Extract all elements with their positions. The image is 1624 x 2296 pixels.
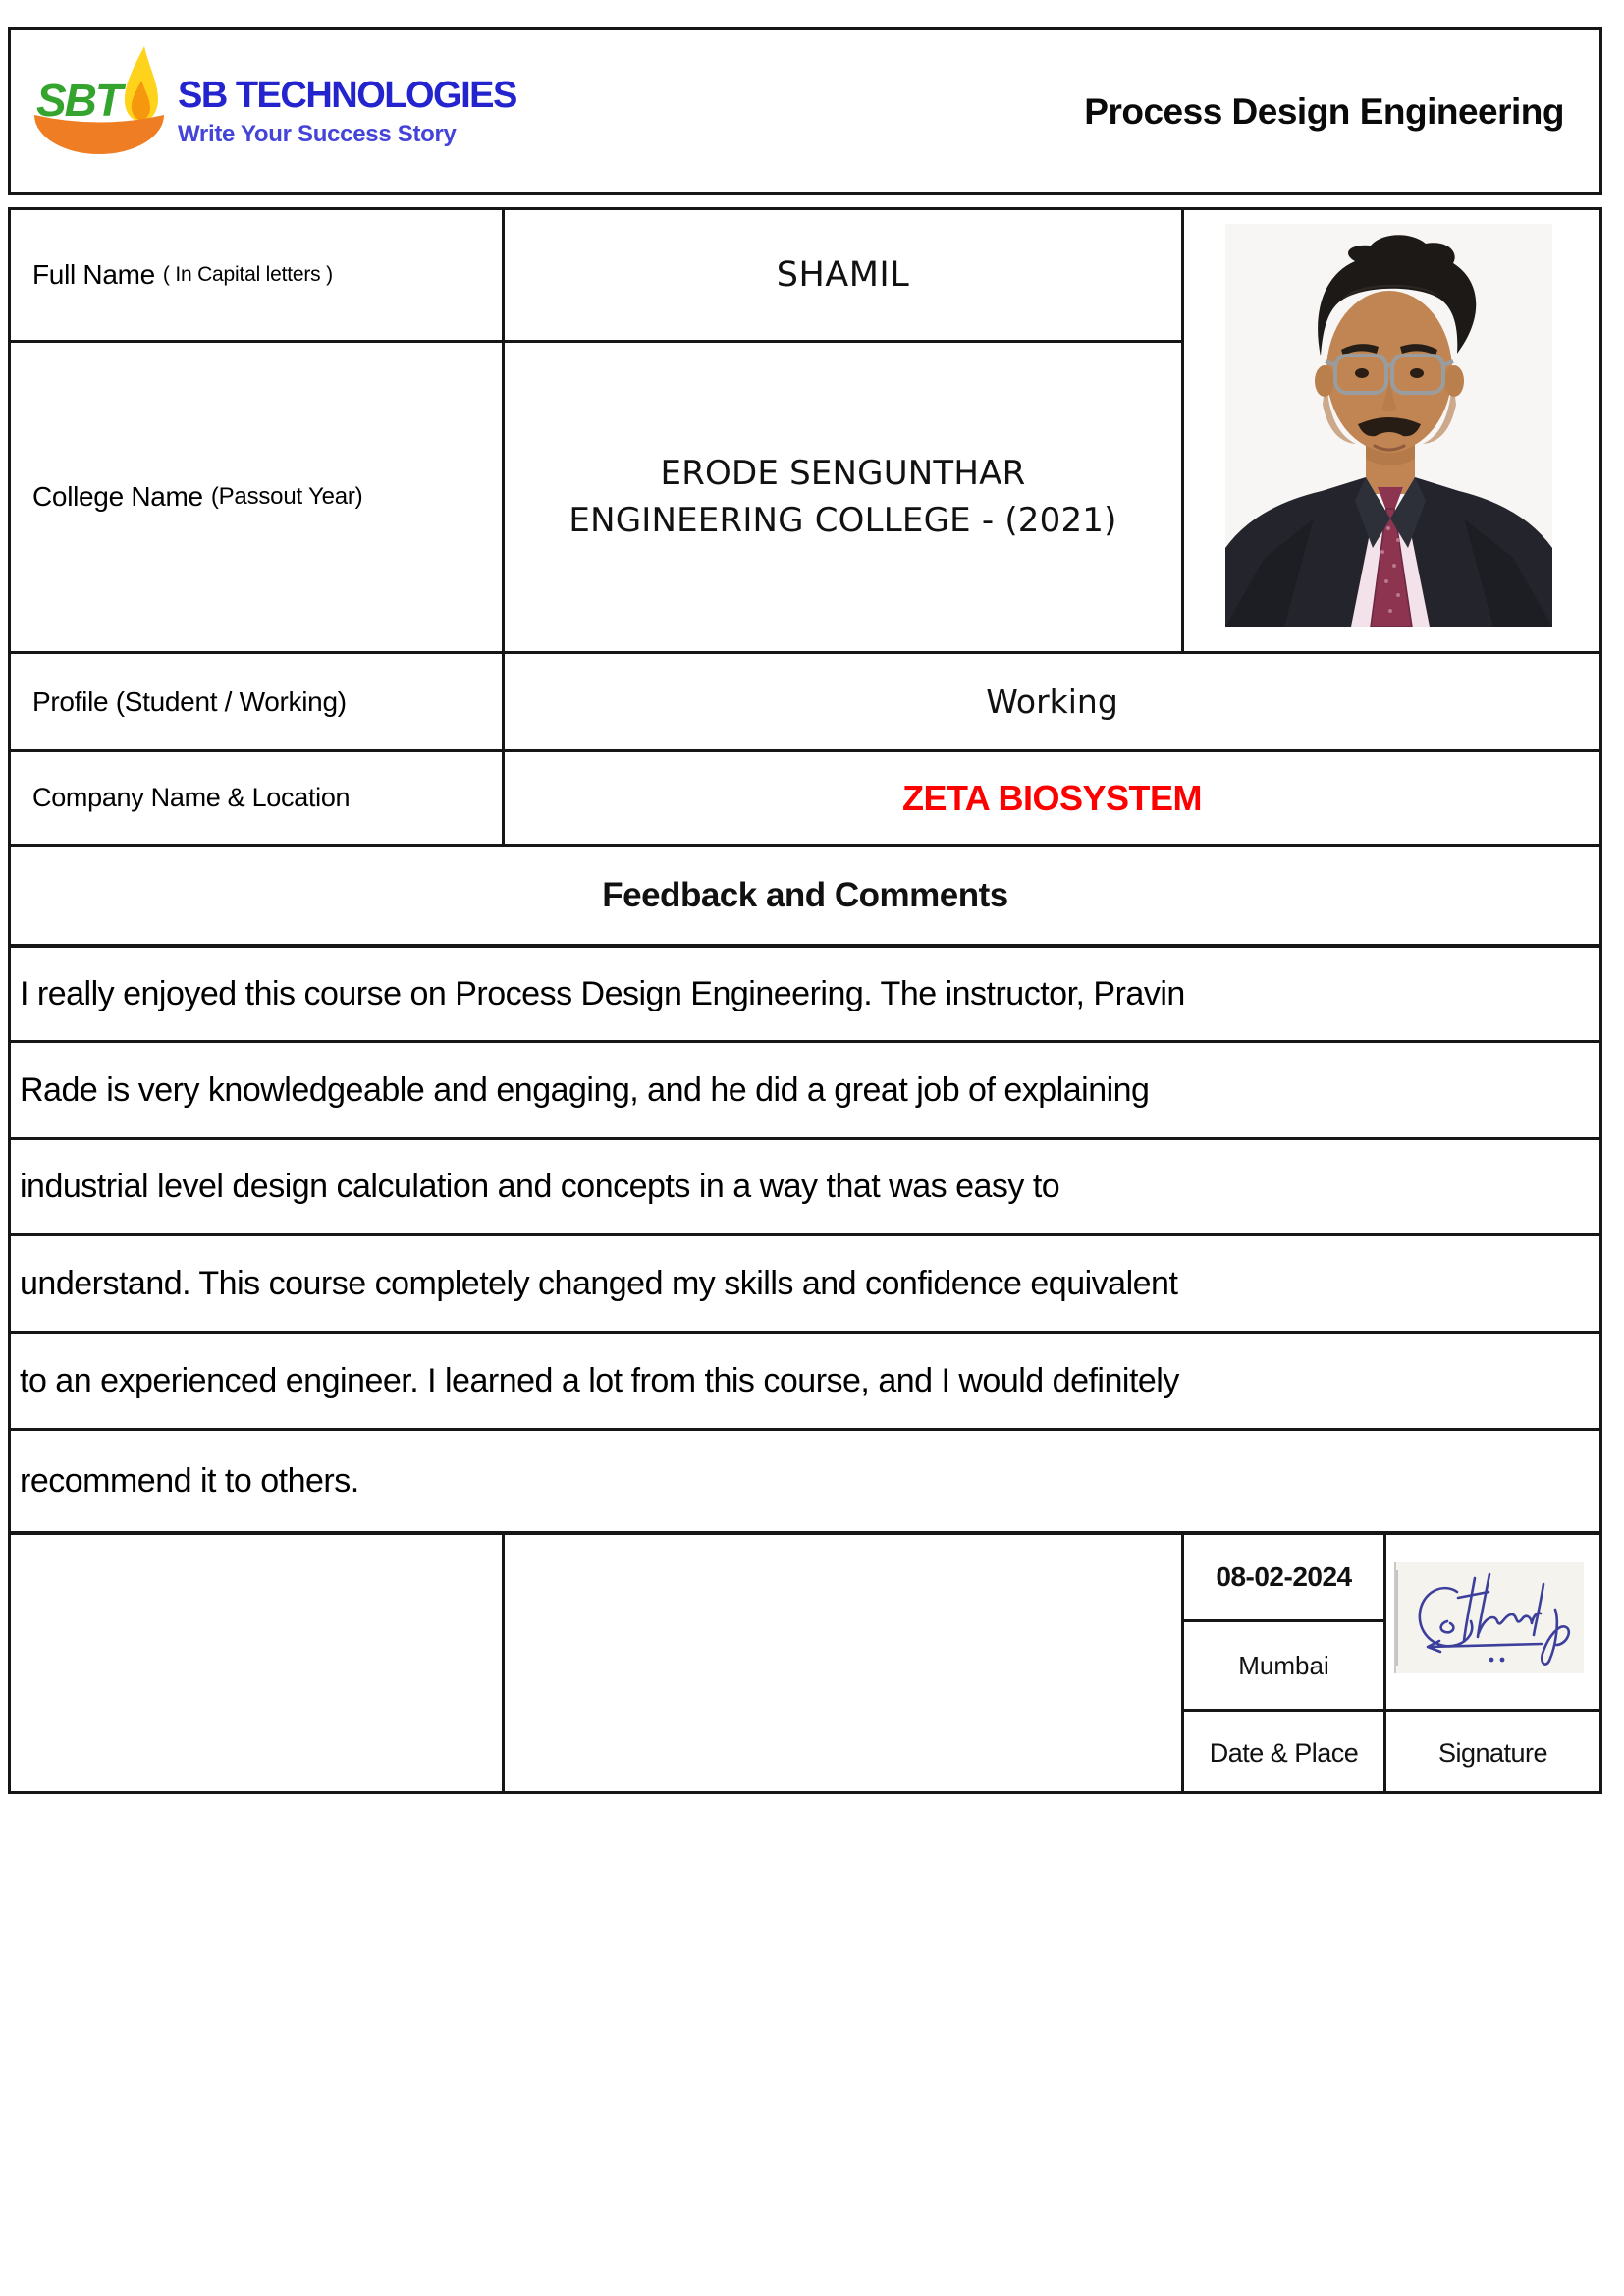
profile-value: Working: [986, 683, 1118, 721]
footer-place: Mumbai: [1238, 1650, 1329, 1680]
full-name-value: SHAMIL: [776, 255, 910, 295]
profile-label-cell: [11, 654, 502, 749]
full-name-label-cell: [11, 210, 502, 340]
signature-image: [1394, 1562, 1584, 1673]
logo-monogram: SBT: [36, 75, 121, 126]
full-name-label: Full Name: [32, 259, 155, 290]
college-value-line2: ENGINEERING COLLEGE - (2021): [568, 501, 1117, 540]
college-label: College Name: [32, 481, 203, 512]
logo-text-block: [178, 76, 516, 149]
college-label-cell: [11, 343, 502, 651]
feedback-heading: Feedback and Comments: [602, 875, 1008, 914]
full-name-label-note: ( In Capital letters ): [162, 263, 333, 286]
company-label: Company Name & Location: [32, 783, 351, 812]
applicant-photo: [1225, 224, 1552, 627]
college-value-line1: ERODE SENGUNTHAR: [660, 454, 1026, 493]
header: [8, 27, 1602, 195]
form-table: [8, 207, 1602, 1794]
profile-label: Profile (Student / Working): [32, 685, 347, 717]
logo-tagline: Write Your Success Story: [178, 120, 457, 147]
feedback-line-2: Rade is very knowledgeable and engaging, and he did a great job of explaining: [20, 1070, 1150, 1109]
company-value: ZETA BIOSYSTEM: [901, 777, 1202, 818]
company-label-cell: [11, 752, 502, 844]
feedback-line-3: industrial level design calculation and concepts in a way that was easy to: [20, 1168, 1060, 1205]
college-label-note: (Passout Year): [210, 483, 363, 510]
logo-company-name: SB TECHNOLOGIES: [178, 75, 516, 116]
footer-date: 08-02-2024: [1216, 1561, 1352, 1592]
footer-date-place-label: Date & Place: [1209, 1737, 1359, 1768]
feedback-line-5: to an experienced engineer. I learned a lot from this course, and I would definitely: [20, 1361, 1179, 1399]
feedback-line-4: understand. This course completely changed my skills and confidence equivalent: [20, 1264, 1178, 1302]
page-title: Process Design Engineering: [1084, 90, 1564, 132]
footer-signature-label: Signature: [1437, 1737, 1548, 1768]
feedback-line-6: recommend it to others.: [20, 1461, 359, 1500]
divider-footer-col1: [502, 1531, 505, 1791]
college-value-cell: [505, 343, 1181, 651]
feedback-line-1: I really enjoyed this course on Process Design Engineering. The instructor, Pravin: [20, 974, 1185, 1012]
divider-photo-column: [1181, 210, 1184, 653]
